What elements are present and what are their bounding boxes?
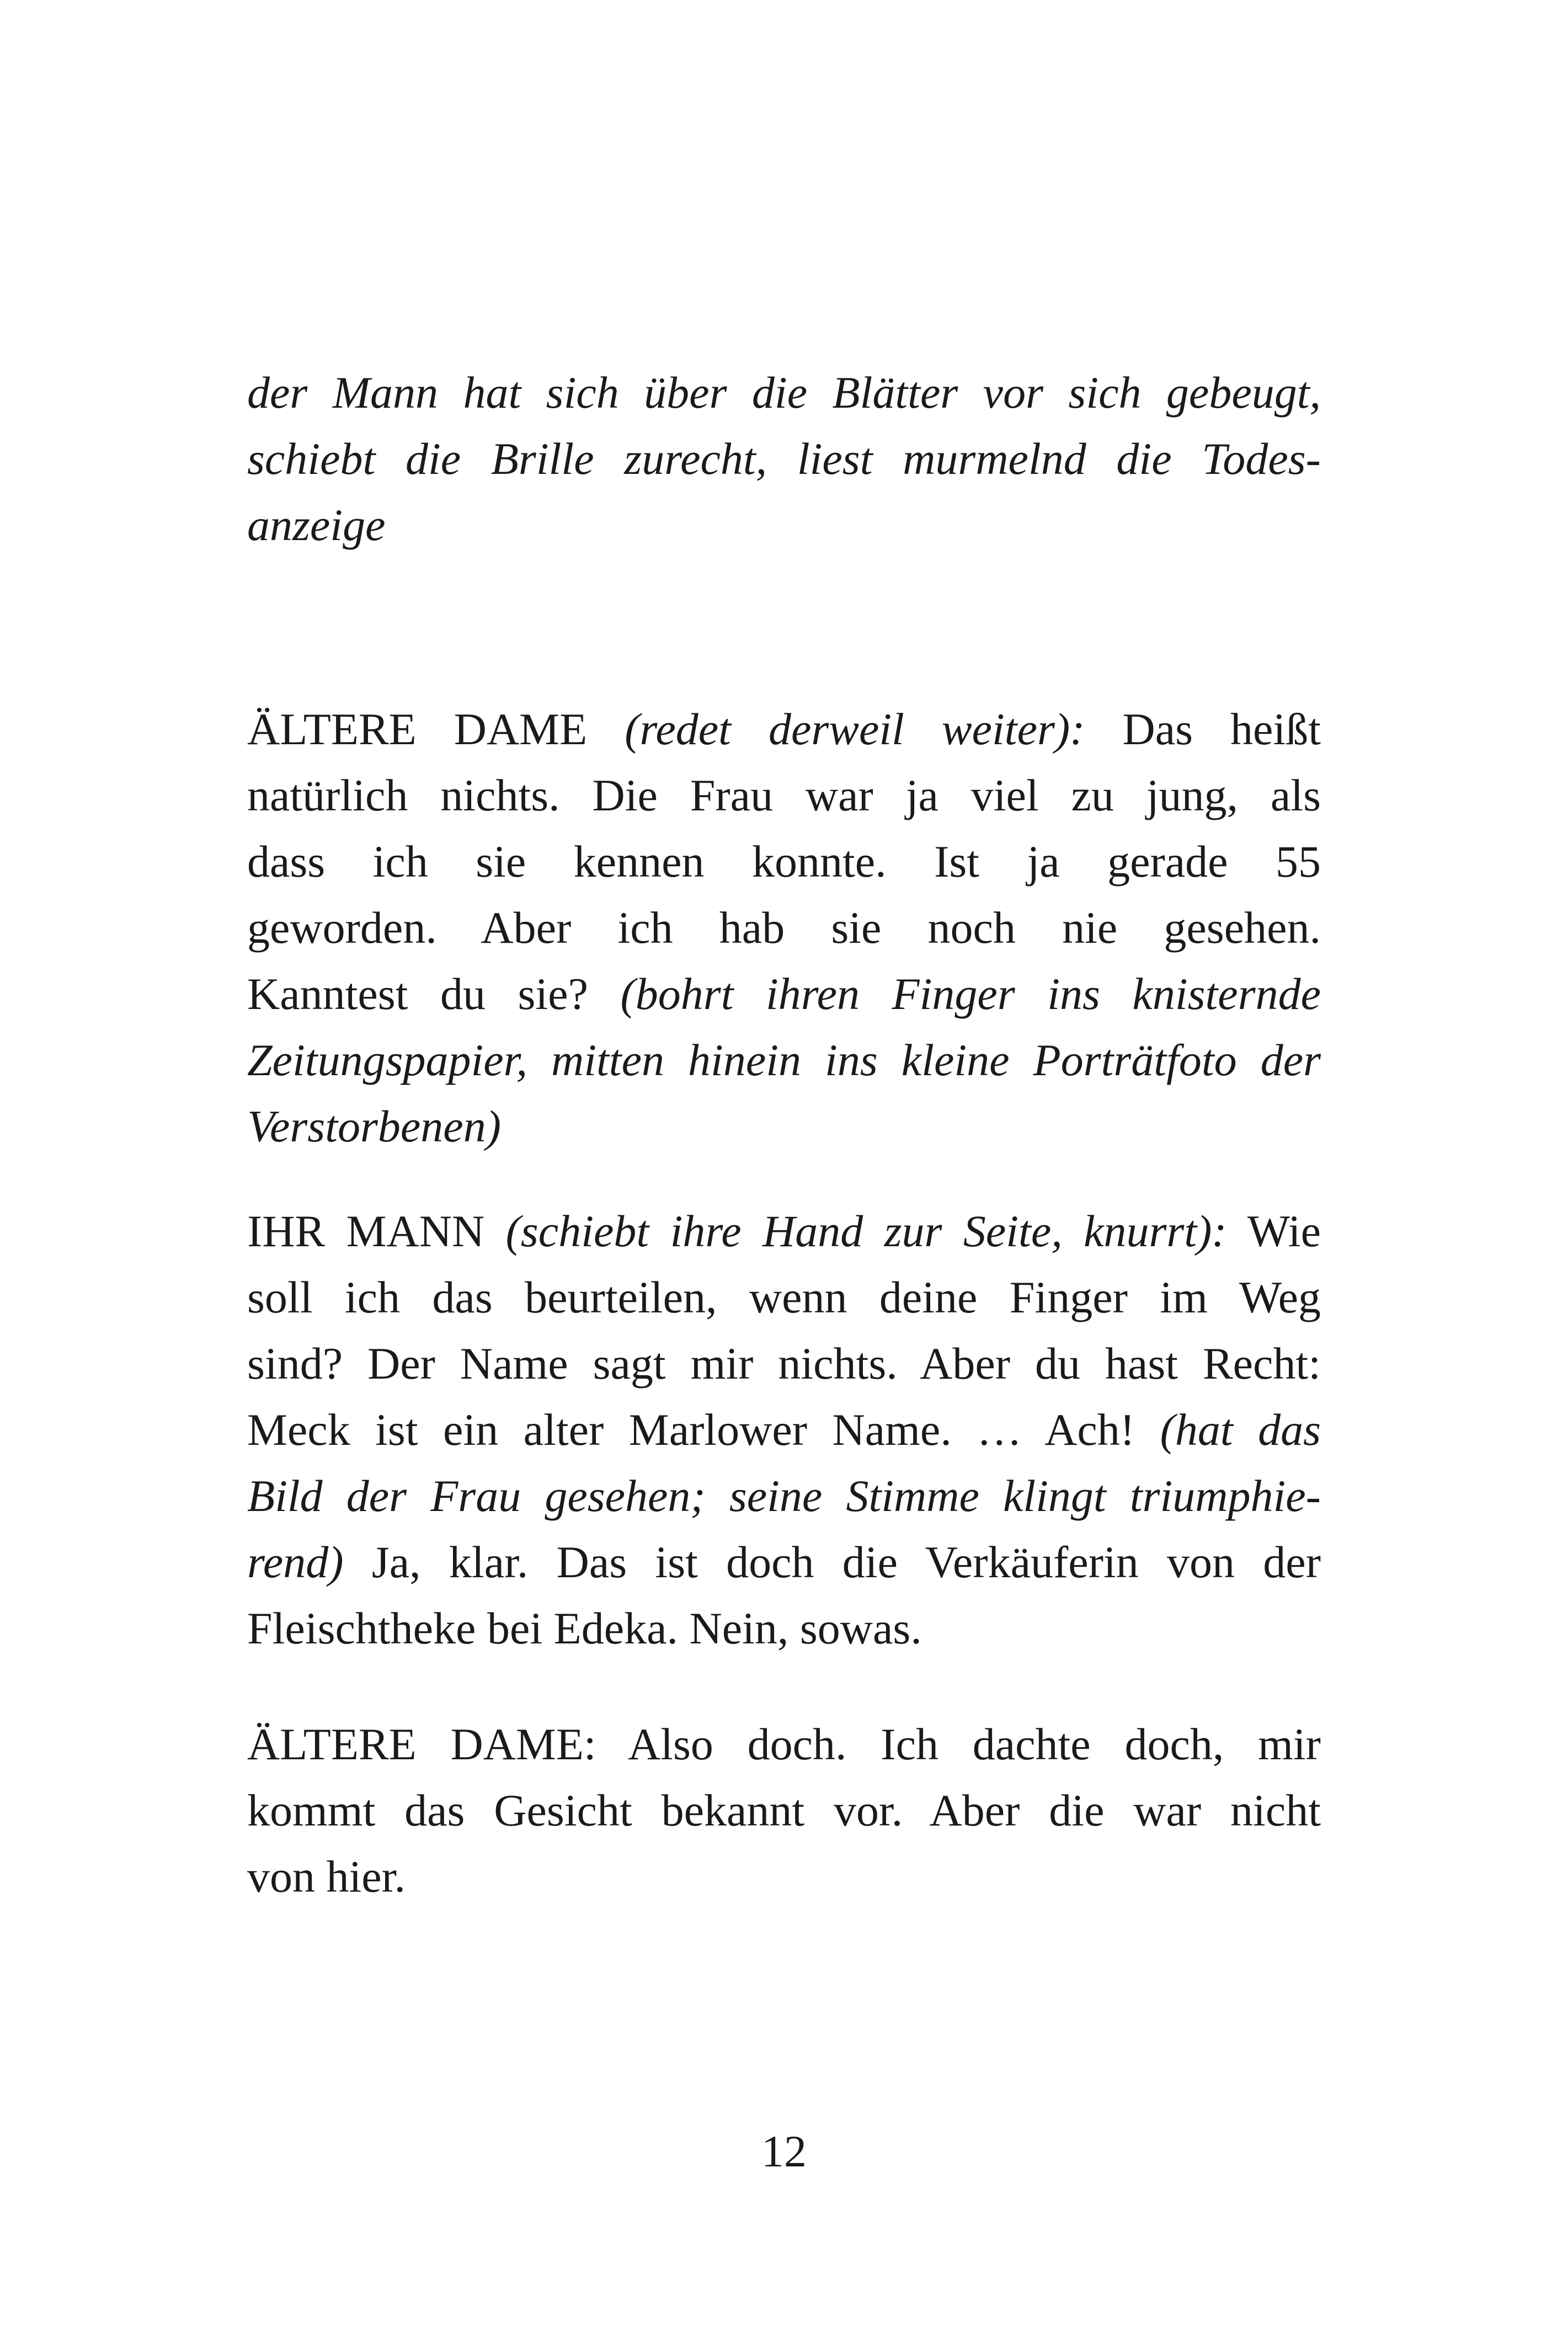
dialogue-text: Meck ist ein alter Marlower Name. … Ach! xyxy=(247,1405,1135,1455)
text-line xyxy=(247,1529,1321,1595)
text-line xyxy=(247,696,1321,762)
speaker-name: ÄLTERE DAME: xyxy=(247,1719,596,1769)
text-line: schiebt die Brille zurecht, liest murmelnd die Todes- xyxy=(247,434,1321,484)
text-line: Fleischtheke bei Edeka. Nein, sowas. xyxy=(247,1603,922,1653)
text-line: anzeige xyxy=(247,500,386,550)
stage-direction-inline: (schiebt ihre Hand zur Seite, knurrt): xyxy=(505,1206,1227,1256)
text-line: dass ich sie kennen konnte. Ist ja gerade 55 xyxy=(247,836,1321,887)
dialogue-paragraph xyxy=(247,1198,1321,1662)
text-line: der Mann hat sich über die Blätter vor sich gebeugt, xyxy=(247,367,1321,418)
text-line xyxy=(247,1397,1321,1463)
text-line: Bild der Frau gesehen; seine Stimme klingt triumphie- xyxy=(247,1471,1321,1521)
text-line: geworden. Aber ich hab sie noch nie gesehen. xyxy=(247,903,1321,953)
text-line: Verstorbenen) xyxy=(247,1101,502,1151)
text-line xyxy=(247,1198,1321,1264)
dialogue-paragraph xyxy=(247,696,1321,1160)
stage-direction-inline: rend) xyxy=(247,1537,344,1587)
page-number: 12 xyxy=(761,2126,807,2176)
text-line: kommt das Gesicht bekannt vor. Aber die war nicht xyxy=(247,1785,1321,1835)
dialogue-text: Kanntest du sie? xyxy=(247,969,588,1019)
text-line: natürlich nichts. Die Frau war ja viel zu jung, als xyxy=(247,770,1321,820)
stage-direction-inline: (hat das xyxy=(1160,1405,1321,1455)
stage-direction-inline: (bohrt ihren Finger ins knisternde xyxy=(620,969,1321,1019)
dialogue-text: Das heißt xyxy=(1122,704,1321,754)
text-line: soll ich das beurteilen, wenn deine Finger im Weg xyxy=(247,1272,1321,1322)
text-line xyxy=(247,961,1321,1027)
dialogue-text: Ja, klar. Das ist doch die Verkäuferin von der xyxy=(371,1537,1321,1587)
dialogue-paragraph xyxy=(247,1711,1321,1910)
dialogue-text: Wie xyxy=(1247,1206,1321,1256)
text-line xyxy=(247,1711,1321,1777)
text-line: sind? Der Name sagt mir nichts. Aber du hast Recht: xyxy=(247,1338,1321,1389)
stage-direction xyxy=(247,360,1321,558)
stage-direction-inline: (redet derweil weiter): xyxy=(625,704,1085,754)
dialogue-text: Also doch. Ich dachte doch, mir xyxy=(627,1719,1321,1769)
text-line: von hier. xyxy=(247,1851,406,1902)
speaker-name: ÄLTERE DAME xyxy=(247,704,588,754)
speaker-name: IHR MANN xyxy=(247,1206,485,1256)
text-line: Zeitungspapier, mitten hinein ins kleine Porträtfoto der xyxy=(247,1035,1321,1085)
